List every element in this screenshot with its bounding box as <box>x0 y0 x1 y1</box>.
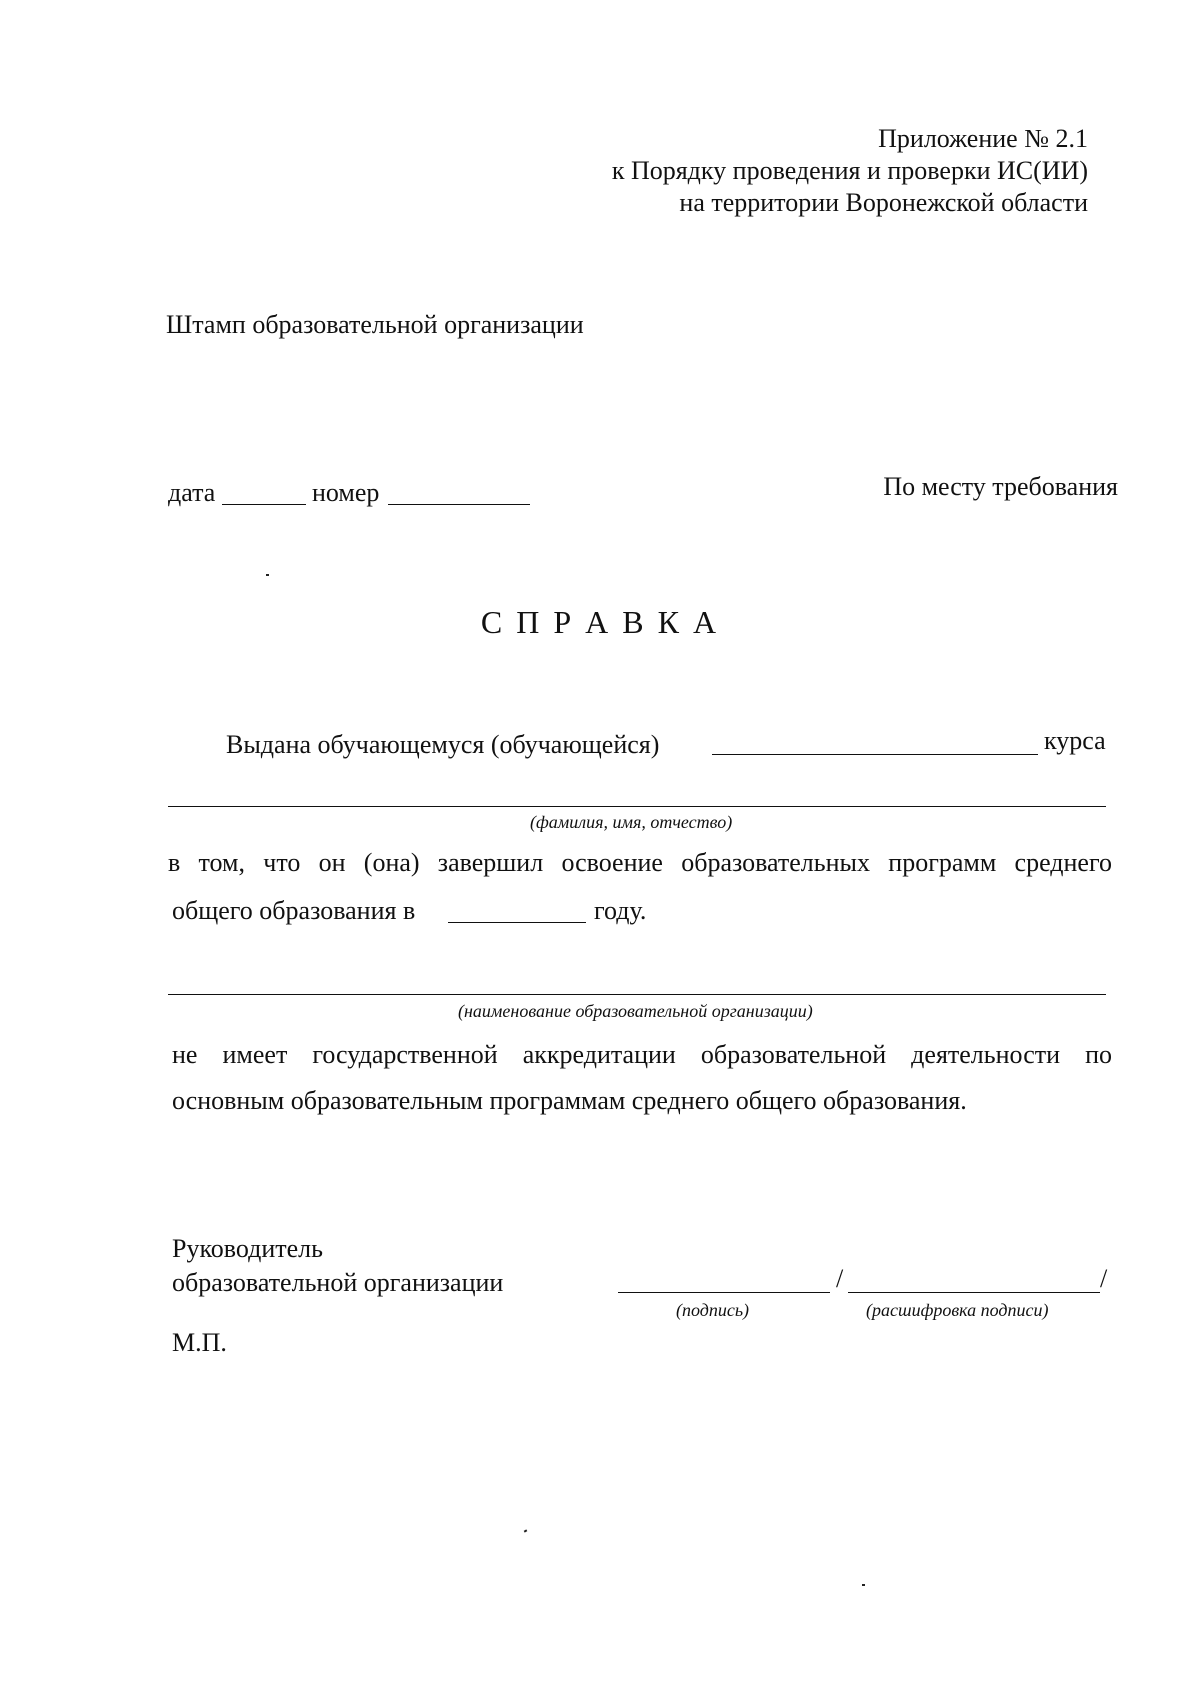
scan-speck <box>862 1584 865 1586</box>
signature-field[interactable] <box>618 1292 830 1293</box>
completion-suffix: году. <box>594 896 647 925</box>
accreditation-line-2: основным образовательным программам среднего общего образования. <box>172 1086 967 1115</box>
signature-decode-field[interactable] <box>848 1292 1100 1293</box>
issued-prefix: Выдана обучающемуся (обучающейся) <box>226 730 660 759</box>
course-label: курса <box>1044 726 1106 755</box>
destination-text: По месту требования <box>883 472 1118 501</box>
document-title: С П Р А В К А <box>480 604 720 640</box>
date-label: дата <box>168 478 216 507</box>
head-title-line-1: Руководитель <box>172 1234 323 1263</box>
completion-line-1: в том, что он (она) завершил освоение образовательных программ среднего <box>168 848 1112 877</box>
scan-speck <box>266 574 269 576</box>
accreditation-line-1: не имеет государственной аккредитации образовательной деятельности по <box>172 1040 1112 1069</box>
signature-end-separator: / <box>1100 1264 1108 1293</box>
signature-separator: / <box>836 1264 844 1293</box>
year-field[interactable] <box>448 922 586 923</box>
number-label: номер <box>312 478 380 507</box>
seal-placeholder: М.П. <box>172 1328 227 1357</box>
completion-prefix: общего образования в <box>172 896 416 925</box>
date-field[interactable] <box>222 504 306 505</box>
stamp-label: Штамп образовательной организации <box>166 310 584 339</box>
appendix-region: на территории Воронежской области <box>679 188 1088 217</box>
appendix-number: Приложение № 2.1 <box>878 124 1088 153</box>
signature-decode-caption: (расшифровка подписи) <box>866 1300 1049 1320</box>
head-title-line-2: образовательной организации <box>172 1268 504 1297</box>
student-name-field[interactable] <box>168 806 1106 807</box>
course-field[interactable] <box>712 754 1038 755</box>
organization-caption: (наименование образовательной организации) <box>458 1001 813 1021</box>
scan-speck <box>524 1529 528 1532</box>
appendix-reference: к Порядку проведения и проверки ИС(ИИ) <box>611 156 1088 185</box>
signature-caption: (подпись) <box>676 1300 750 1320</box>
number-field[interactable] <box>388 504 530 505</box>
student-name-caption: (фамилия, имя, отчество) <box>530 812 733 832</box>
organization-field[interactable] <box>168 994 1106 995</box>
